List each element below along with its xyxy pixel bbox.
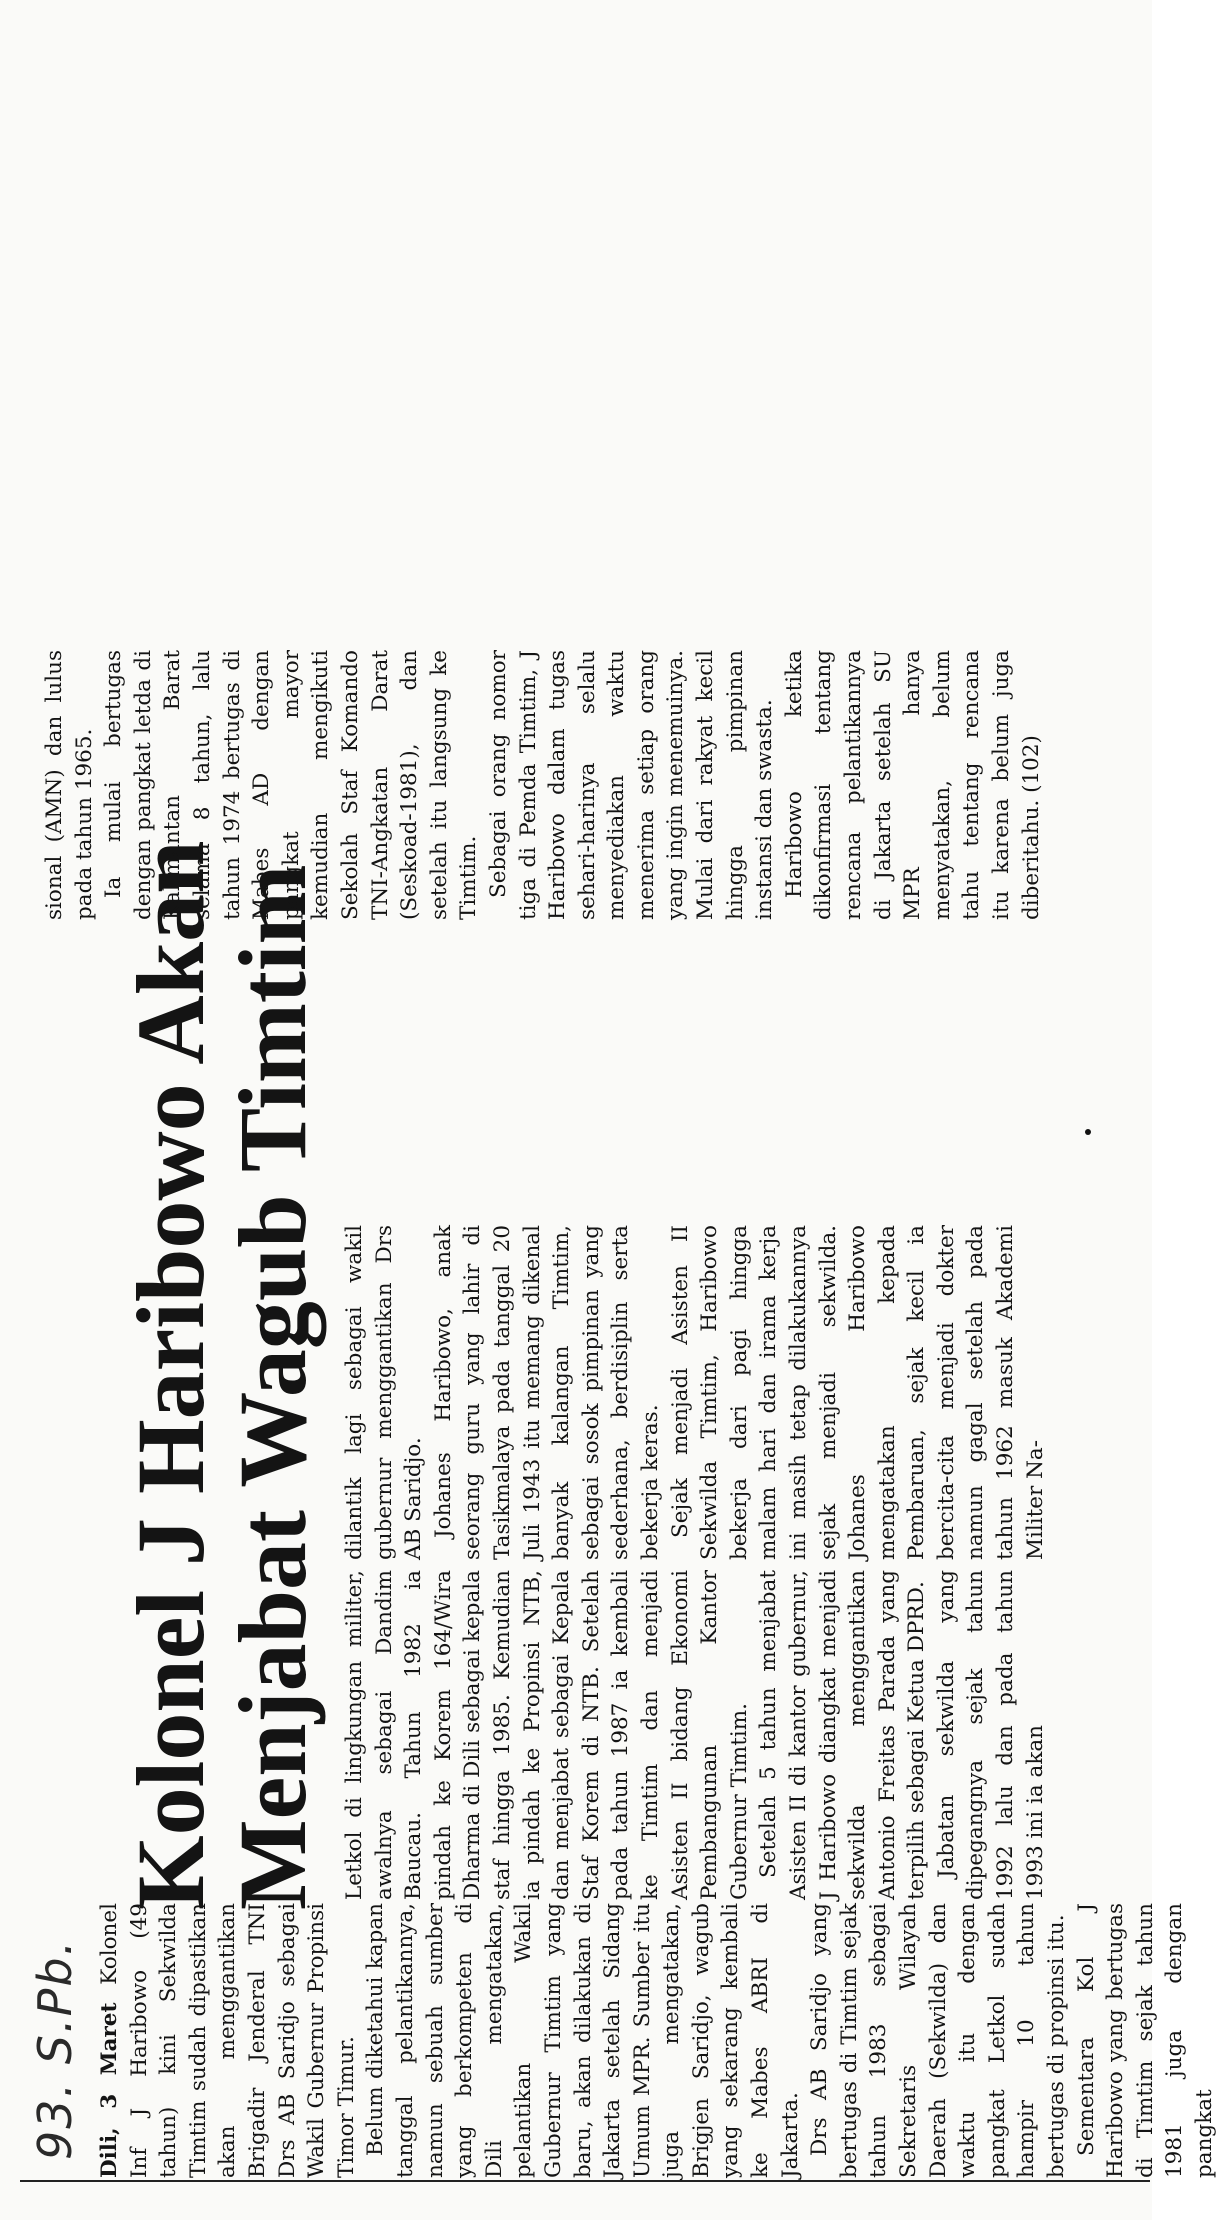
article-column-3 — [340, 1225, 1050, 1560]
paragraph: Setelah 5 tahun menjabat Asisten II di kantor gubernur, J Haribowo diangkat menjadi sekwilda menggantikan Antonio Freitas Parada yang terpilih sebagai Ketua DPRD. — [756, 1570, 930, 1900]
dateline: Dili, 3 Maret — [97, 2002, 122, 2178]
article-column-2 — [340, 1570, 1050, 1900]
paragraph: Belum diketahui kapan tanggal pelantikannya, namun sebuah sumber yang berkompeten di Dili mengatakan, pelantikan Wakil Gubernur Timtim yang baru, akan dilakukan di Jakarta setelah Sidang Umum MPR. Sumber itu juga mengatakan, Brigjen Saridjo, wagub yang sekarang kembali ke Mabes ABRI di Jakarta. — [363, 1903, 803, 2178]
ink-speck — [1085, 1129, 1091, 1135]
paragraph: Drs AB Saridjo yang bertugas di Timtim sejak tahun 1983 sebagai Sekretaris Wilayah Daerah (Sekwilda) dan waktu itu dengan pangkat Letkol sudah hampir 10 tahun bertugas di propinsi itu. — [807, 1903, 1069, 2178]
headline-line-2: Menjabat Wagub Timtim — [219, 864, 326, 1910]
paragraph: Sebagai orang nomor tiga di Pemda Timtim, J Haribowo dalam tugas sehari-harinya selalu menyediakan waktu menerima setiap orang yang ingin menemuinya. Mulai dari rakyat kecil hingga pimpinan instansi dan swasta. — [485, 650, 778, 920]
paragraph — [95, 1903, 361, 2178]
paragraph: Johanes Haribowo, anak seorang guru yang lahir di Tasikmalaya pada tanggal 20 Juli 1943 itu memang dikenal banyak kalangan Timtim, sebagai sosok pimpinan yang sederhana, berdisiplin serta bekerja keras. — [430, 1225, 663, 1560]
clipping-edge-rule — [20, 2180, 1150, 2182]
paragraph: Sejak menjadi Asisten II Sekwilda Timtim, Haribowo bekerja dari pagi hingga malam hari dan irama kerja ini masih tetap dilakukannya sejak menjadi sekwilda. Johanes Haribowo mengatakan kepada Pembaruan, sejak kecil ia bercita-cita menjadi dokter namun gagal setelah pada tahun 1962 masuk Akademi Militer Na- — [667, 1225, 1048, 1560]
paragraph: Ia mulai bertugas dengan pangkat letda di Kalimantan Barat selama 8 tahun, lalu tahun 1974 bertugas di Mabes AD dengan pangkat mayor kemudian mengikuti Sekolah Staf Komando TNI-Angkatan Darat (Seskoad-1981), dan setelah itu langsung ke Timtim. — [101, 650, 482, 920]
paragraph: Sementara Kol J Haribowo yang bertugas di Timtim sejak tahun 1981 juga dengan pangkat — [1073, 1903, 1217, 2178]
article-column-1 — [95, 1903, 1220, 2178]
paragraph: Haribowo ketika dikonfirmasi tentang rencana pelantikannya di Jakarta setelah SU MPR hanya menyatakan, belum tahu tentang rencana itu karena belum juga diberitahu. (102) — [781, 650, 1044, 920]
paragraph: dilantik lagi sebagai wakil gubernur menggantikan Drs AB Saridjo. — [342, 1225, 427, 1560]
paragraph-text: Kolonel Inf J Haribowo (49 tahun) kini Sekwilda Timtim sudah dipastikan akan menggantikan Brigadir Jenderal TNI Drs AB Saridjo sebagai Wakil Gubernur Propinsi Timor Timur. — [97, 1902, 359, 2178]
headline — [117, 840, 326, 1910]
paragraph: Jabatan sekwilda yang dipegangnya sejak tahun 1992 lalu dan pada tahun 1993 ini ia akan — [933, 1570, 1048, 1900]
paragraph: sional (AMN) dan lulus pada tahun 1965. — [42, 650, 97, 920]
headline-line-1: Kolonel J Haribowo Akan — [117, 840, 224, 1910]
handwritten-note: 93. S.Pb. — [28, 1938, 82, 2160]
article-column-4 — [40, 650, 1046, 920]
paragraph: Letkol di lingkungan militer, awalnya sebagai Dandim Baucau. Tahun 1982 ia pindah ke Korem 164/Wira Dharma di Dili sebagai kepala staf hingga 1985. Kemudian ia pindah ke Propinsi NTB, dan menjabat sebagai Kepala Staf Korem di NTB. Setelah pada tahun 1987 ia kembali ke Timtim dan menjadi Asisten II bidang Ekonomi Pembangunan Kantor Gubernur Timtim. — [342, 1570, 752, 1900]
